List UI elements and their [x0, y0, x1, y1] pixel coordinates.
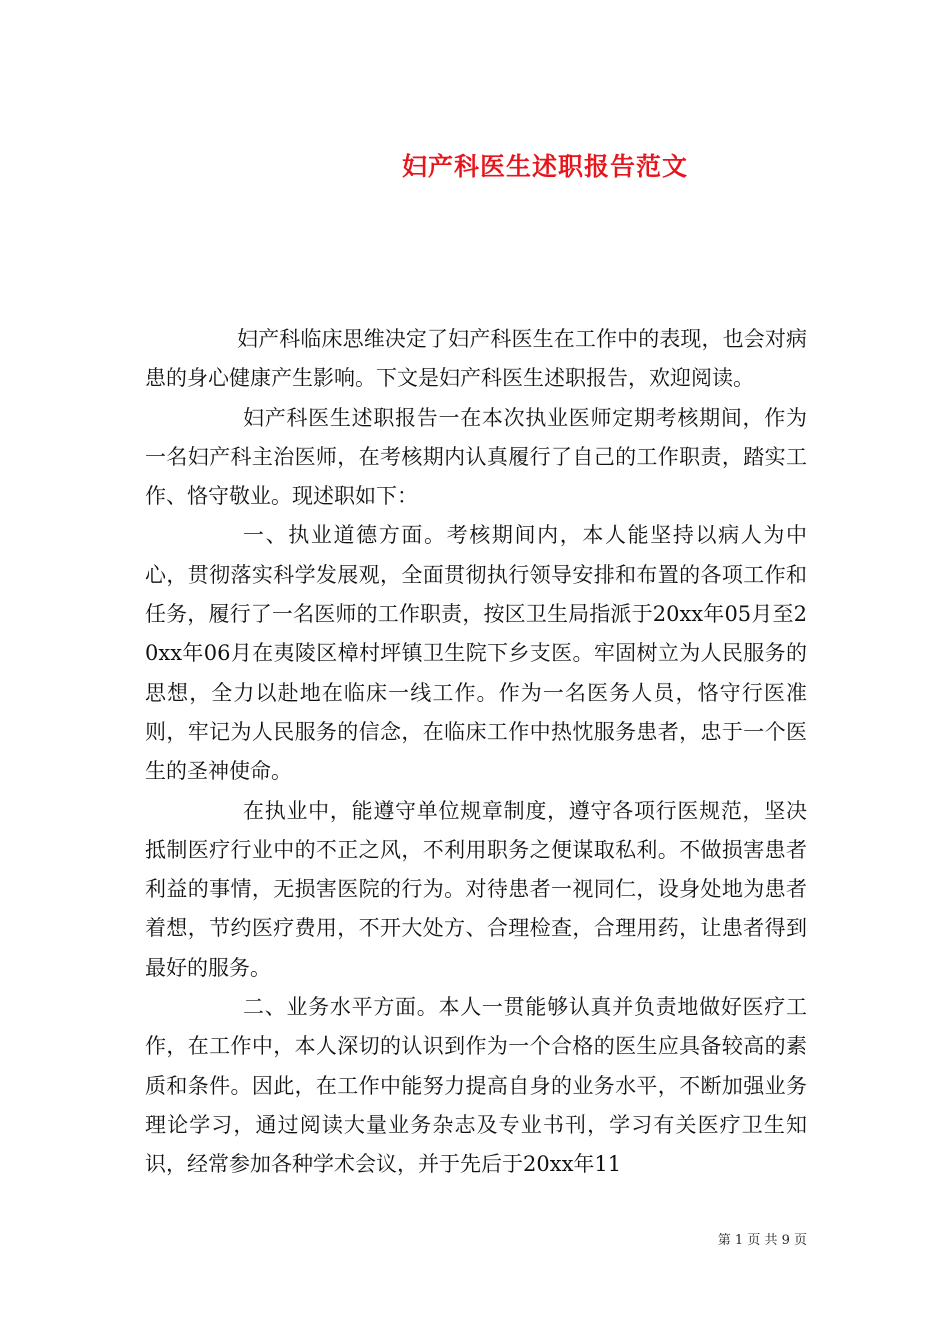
- paragraph-practice-conduct: 在执业中，能遵守单位规章制度，遵守各项行医规范，坚决抵制医疗行业中的不正之风，不利用职务之便谋取私利。不做损害患者利益的事情，无损害医院的行为。对待患者一视同仁，设身处地为患者着想，节约医疗费用，不开大处方、合理检查，合理用药，让患者得到最好的服务。: [145, 798, 807, 980]
- paragraph-ethics: 一、执业道德方面。考核期间内，本人能坚持以病人为中心，贯彻落实科学发展观，全面贯彻执行领导安排和布置的各项工作和任务，履行了一名医师的工作职责，按区卫生局指派于20xx年05月至20xx年06月在夷陵区樟村坪镇卫生院下乡支医。牢固树立为人民服务的思想，全力以赴地在临床一线工作。作为一名医务人员，恪守行医准则，牢记为人民服务的信念，在临床工作中热忱服务患者，忠于一个医生的圣神使命。: [145, 523, 807, 784]
- paragraph-professional-level: 二、业务水平方面。本人一贯能够认真并负责地做好医疗工作，在工作中，本人深切的认识到作为一个合格的医生应具备较高的素质和条件。因此，在工作中能努力提高自身的业务水平，不断加强业务理论学习，通过阅读大量业务杂志及专业书刊，学习有关医疗卫生知识，经常参加各种学术会议，并于先后于20xx年11: [145, 995, 807, 1177]
- document-title: 妇产科医生述职报告范文: [401, 151, 688, 181]
- document-body: [145, 320, 807, 1185]
- paragraph-intro: 妇产科临床思维决定了妇产科医生在工作中的表现，也会对病患的身心健康产生影响。下文是妇产科医生述职报告，欢迎阅读。: [145, 327, 807, 391]
- page-number-footer: 第 1 页 共 9 页: [717, 1233, 807, 1248]
- paragraph-report-opening: 妇产科医生述职报告一在本次执业医师定期考核期间，作为一名妇产科主治医师，在考核期内认真履行了自己的工作职责，踏实工作、恪守敬业。现述职如下：: [145, 405, 807, 509]
